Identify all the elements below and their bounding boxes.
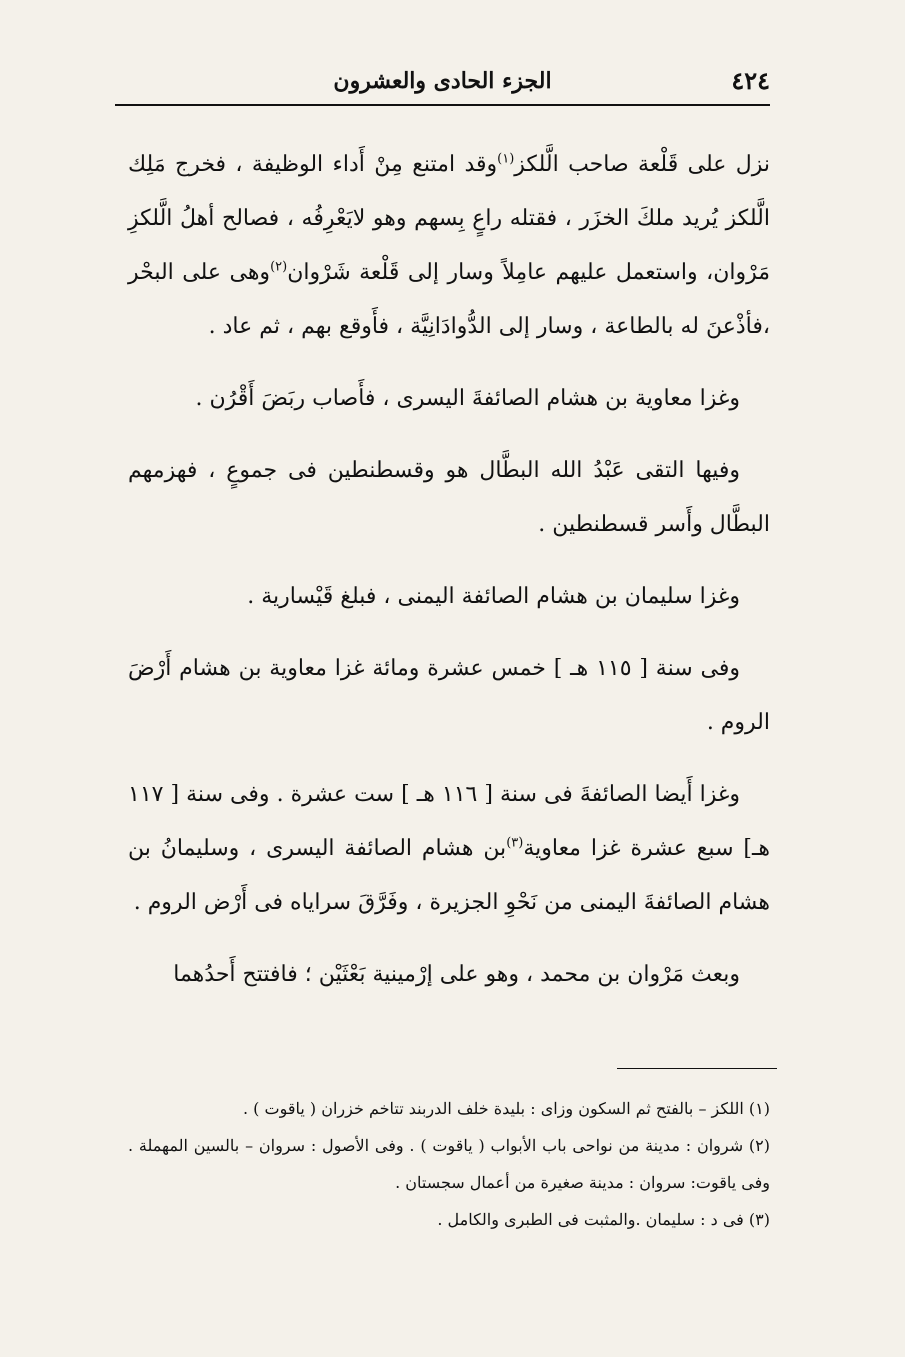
footnote-ref: (٣) (506, 835, 524, 851)
footnote: (٣) فى د : سليمان .والمثبت فى الطبرى والكامل . (437, 1210, 770, 1229)
paragraph: وفى سنة [ ١١٥ هـ ] خمس عشرة ومائة غزا معاوية بن هشام أَرْضَ الروم . (128, 656, 770, 735)
header-rule (115, 104, 770, 106)
page-number: ٤٢٤ (731, 66, 770, 95)
paragraph: وبعث مَرْوان بن محمد ، وهو على إرْمينية بَعْثَيْن ؛ فافتتح أَحدُهما (173, 962, 740, 987)
paragraph: وغزا سليمان بن هشام الصائفة اليمنى ، فبلغ قَيْسارية . (247, 584, 740, 609)
footnote-ref: (٢) (270, 259, 288, 275)
running-title: الجزء الحادى والعشرون (333, 68, 552, 94)
footnote: (١) اللكز – بالفتح ثم السكون وزاى : بليدة خلف الدربند تتاخم خزران ( ياقوت ) . (243, 1099, 770, 1118)
footnotes (128, 1090, 770, 1238)
paragraph: وغزا أَيضا الصائفةَ فى سنة [ ١١٦ هـ ] ست عشرة . وفى سنة [ ١١٧ هـ] سبع عشرة غزا معاوية$^{(٣)}$بن هشام الصائفة اليسرى ، وسليمانُ بن هشام الصائفةَ اليمنى من نَحْوِ الجزيرة ، وفَرَّقَ سراياه فى أَرْض الروم . (128, 782, 770, 915)
paragraph: وغزا معاوية بن هشام الصائفةَ اليسرى ، فأَصاب ربَضَ أَقْرُن . (195, 386, 740, 411)
page-header (115, 66, 770, 100)
footnote: (٢) شروان : مدينة من نواحى باب الأبواب ( ياقوت ) . وفى الأصول : سروان – بالسين المهملة . وفى ياقوت: سروان : مدينة صغيرة من أعمال سجستان . (128, 1136, 770, 1192)
paragraph: وفيها التقى عَبْدُ الله البطَّال هو وقسطنطين فى جموعٍ ، فهزمهم البطَّال وأَسر قسطنطين . (128, 458, 770, 537)
paragraph: نزل على قَلْعة صاحب الَّلكز$^{(١)}$وقد امتنع مِنْ أَداء الوظيفة ، فخرج مَلِك الَّلكز يُريد ملكَ الخزَر ، فقتله راعٍ بِسهم وهو لايَعْرِفُه ، فصالح أهلُ الَّلكزِ مَرْوان، واستعمل عليهم عامِلاً وسار إلى قَلْعة شَرْوان$^{(٢)}$وهى على البحْر ،فأذْعنَ له بالطاعة ، وسار إلى الدُّوادَانِيَّة ، فأَوقع بهم ، ثم عاد . (128, 151, 771, 339)
footnote-rule (617, 1068, 777, 1069)
main-text (128, 138, 770, 1020)
footnote-ref: (١) (497, 151, 515, 167)
